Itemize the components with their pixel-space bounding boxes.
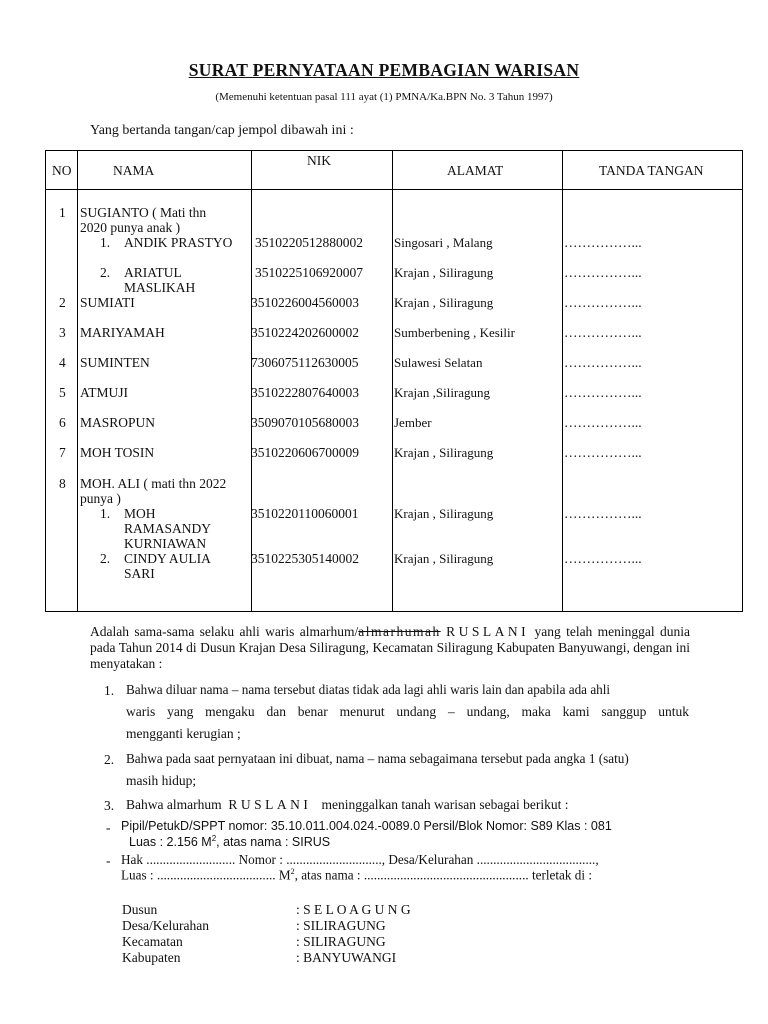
land-record-line: Pipil/PetukD/SPPT nomor: 35.10.011.004.024.-0089.0 Persil/Blok Nomor: S89 Klas : 081 [121, 819, 612, 833]
location-value: : SILIRAGUNG [296, 918, 386, 933]
paragraph-text: yang telah meninggal dunia pada Tahun 2014 di Dusun Krajan Desa Siliragung, Kecamatan Siliragung Kabupaten Banyuwangi, dengan ini menyatakan : [90, 624, 691, 671]
header-nama: NAMA [113, 163, 155, 178]
row-nama: SUGIANTO ( Mati thn [80, 205, 207, 220]
row-nik: 3510220110060001 [251, 506, 359, 521]
point-line: Bahwa diluar nama – nama tersebut diatas tidak ada lagi ahli waris lain dan apabila ada ahli [126, 682, 611, 697]
row-no: 5 [59, 385, 66, 400]
row-no: 8 [59, 476, 66, 491]
header-alamat: ALAMAT [447, 163, 504, 178]
deceased-name: RUSLANI [446, 624, 530, 639]
row-nama: RAMASANDY [124, 521, 212, 536]
struck-word: almarhumah [358, 624, 441, 639]
row-nik: 3510220512880002 [255, 235, 363, 250]
header-tanda-tangan: TANDA TANGAN [599, 163, 704, 178]
point-3 [126, 794, 569, 816]
row-nik: 3510220606700009 [251, 445, 359, 460]
row-sub-no: 1. [100, 235, 111, 250]
row-nama: MOH TOSIN [80, 445, 155, 460]
superscript: 2 [290, 867, 295, 876]
row-nama: MASLIKAH [124, 280, 196, 295]
point-1 [126, 679, 689, 745]
document-page: SURAT PERNYATAAN PEMBAGIAN WARISAN (Memenuhi ketentuan pasal 111 ayat (1) PMNA/Ka.BPN No. 3 Tahun 1997) Yang bertanda tangan/cap jempol dibawah ini : NO NAMA NIK ALAMAT TANDA TANGAN 1 SUGIANTO ( Mati thn 2020 punya anak ) 1. ANDIK PRASTYO 3510220512880002 Singosari , Malang ……………... 2. ARIATUL MASLIKAH 3510225106920007 Krajan , Siliragung ……………... 2 SUMIATI 3510226004560003 Krajan , Siliragung ……………... 3 MARIYAMAH 3510224202600002 Sumberbening , Kesilir ……………... 4 SUMINTEN 7306075112630005 Sulawesi Selatan ……………... 5 ATMUJI 3510222807640003 Krajan ,Siliragung ……………... 6 MASROPUN 3509070105680003 Jember ……………... 7 MOH TOSIN 3510220606700009 Krajan , Siliragung ……………... 8 MOH. ALI ( mati thn 2022 punya ) 1. MOH RAMASANDY KURNIAWAN 3510220110060001 Krajan , Siliragung ……………... 2. CINDY AULIA SARI 3510225305140002 Krajan , Siliragung ……………... Adalah sama-sama selaku ahli waris almarhum/almarhumah RUSLANI yang telah meninggal dunia pada Tahun 2014 di Dusun Krajan Desa Siliragung, Kecamatan Siliragung Kabupaten Banyuwangi, dengan ini menyatakan : 1. Bahwa diluar nama – nama tersebut diatas tidak ada lagi ahli waris lain dan apabila ada ahli waris yang mengaku dan benar menurut undang – undang, maka kami sanggup untuk mengganti kerugian ; 2. Bahwa pada saat pernyataan ini dibuat, nama – nama sebagaimana tersebut pada angka 1 (satu) masih hidup; 3. Bahwa almarhum RUSLANI meninggalkan tanah warisan sebagai berikut : - Pipil/PetukD/SPPT nomor: 35.10.011.004.024.-0089.0 Persil/Blok Nomor: S89 Klas : 081 Luas : 2.156 $M^2$, atas nama : SIRUS - Hak ........................... Nomor : ............................., Desa/Kelurahan ...................................., Luas : .................................... $M^2$, atas nama : .................................................. terletak di : Dusun : S E L O A G U N G Desa/Kelurahan : SILIRAGUNG Kecamatan : SILIRAGUNG Kabupaten : BANYUWANGI [0, 0, 768, 1024]
deceased-name: RUSLANI [228, 797, 312, 812]
luas-text: , atas nama : .................................................. terletak di : [294, 867, 593, 883]
row-no: 3 [59, 325, 66, 340]
paragraph-text: Adalah sama-sama selaku ahli waris almarhum/ [90, 624, 359, 639]
location-label: Kecamatan [122, 934, 183, 949]
document-subtitle: (Memenuhi ketentuan pasal 111 ayat (1) PMNA/Ka.BPN No. 3 Tahun 1997) [215, 91, 553, 103]
row-ttd: ……………... [564, 235, 642, 250]
heirs-table [45, 150, 743, 612]
location-value: : BANYUWANGI [296, 950, 397, 965]
row-ttd: ……………... [564, 265, 642, 280]
row-alamat: Krajan , Siliragung [394, 506, 494, 521]
row-nik: 3510224202600002 [251, 325, 359, 340]
row-sub-no: 2. [100, 265, 111, 280]
statement-paragraph [90, 624, 690, 672]
point-text: Bahwa almarhum [126, 797, 222, 812]
location-label: Dusun [122, 902, 158, 917]
row-nama: MASROPUN [80, 415, 156, 430]
point-2 [126, 748, 706, 792]
row-nik: 3510225305140002 [251, 551, 359, 566]
point-number: 1. [104, 683, 115, 698]
row-no: 6 [59, 415, 66, 430]
row-nama: MARIYAMAH [80, 325, 165, 340]
hak-line: Hak ........................... Nomor : ............................., Desa/Kelurahan ...................................., [121, 852, 599, 867]
row-alamat: Krajan ,Siliragung [394, 385, 491, 400]
row-nama: SARI [124, 566, 155, 581]
row-alamat: Krajan , Siliragung [394, 551, 494, 566]
row-ttd: ……………... [564, 355, 642, 370]
row-sub-no: 1. [100, 506, 111, 521]
row-ttd: ……………... [564, 415, 642, 430]
row-nik: 3510222807640003 [251, 385, 359, 400]
row-alamat: Sumberbening , Kesilir [394, 325, 515, 340]
row-nama: MOH [124, 506, 156, 521]
row-ttd: ……………... [564, 295, 642, 310]
row-alamat: Singosari , Malang [394, 235, 493, 250]
point-text: meninggalkan tanah warisan sebagai berikut : [321, 797, 569, 812]
location-value: : S E L O A G U N G [296, 902, 411, 917]
row-nama: SUMIATI [80, 295, 135, 310]
luas-text: Luas : .................................... M [121, 867, 291, 883]
row-nama: punya ) [80, 491, 121, 506]
location-label: Desa/Kelurahan [122, 918, 209, 933]
header-no: NO [52, 163, 72, 178]
point-number: 3. [104, 798, 115, 813]
row-ttd: ……………... [564, 385, 642, 400]
row-alamat: Sulawesi Selatan [394, 355, 483, 370]
row-nama: CINDY AULIA [124, 551, 211, 566]
row-ttd: ……………... [564, 445, 642, 460]
point-number: 2. [104, 752, 115, 767]
row-nama: ARIATUL [124, 265, 182, 280]
document-title: SURAT PERNYATAAN PEMBAGIAN WARISAN [188, 60, 580, 80]
row-ttd: ……………... [564, 325, 642, 340]
location-value: : SILIRAGUNG [296, 934, 386, 949]
land-area: Luas : 2.156 M [129, 835, 212, 850]
land-area-line [129, 834, 330, 849]
row-no: 2 [59, 295, 66, 310]
row-nik: 3509070105680003 [251, 415, 359, 430]
land-owner: , atas nama : SIRUS [216, 835, 331, 850]
row-nama: KURNIAWAN [124, 536, 207, 551]
row-nama: ANDIK PRASTYO [124, 235, 233, 250]
point-line: mengganti kerugian ; [126, 726, 241, 741]
row-ttd: ……………... [564, 506, 642, 521]
location-label: Kabupaten [122, 950, 181, 965]
row-nama: ATMUJI [80, 385, 129, 400]
row-ttd: ……………... [564, 551, 642, 566]
row-alamat: Krajan , Siliragung [394, 295, 494, 310]
row-no: 7 [59, 445, 66, 460]
row-sub-no: 2. [100, 551, 111, 566]
row-alamat: Jember [394, 415, 432, 430]
row-nama: SUMINTEN [80, 355, 150, 370]
superscript: 2 [211, 834, 217, 843]
row-nik: 7306075112630005 [251, 355, 359, 370]
row-no: 1 [59, 205, 66, 220]
row-nik: 3510226004560003 [251, 295, 359, 310]
row-nik: 3510225106920007 [255, 265, 363, 280]
point-line: Bahwa pada saat pernyataan ini dibuat, nama – nama sebagaimana tersebut pada angka 1 (satu) [126, 751, 629, 766]
header-nik: NIK [307, 153, 331, 168]
row-nama: 2020 punya anak ) [80, 220, 181, 235]
row-no: 4 [59, 355, 66, 370]
luas-line [121, 867, 592, 883]
point-line: waris yang mengaku dan benar menurut undang – undang, maka kami sanggup untuk [126, 704, 689, 719]
row-nama: MOH. ALI ( mati thn 2022 [80, 476, 227, 491]
row-alamat: Krajan , Siliragung [394, 265, 494, 280]
row-alamat: Krajan , Siliragung [394, 445, 494, 460]
intro-text: Yang bertanda tangan/cap jempol dibawah ini : [90, 123, 354, 138]
point-line: masih hidup; [126, 773, 197, 788]
